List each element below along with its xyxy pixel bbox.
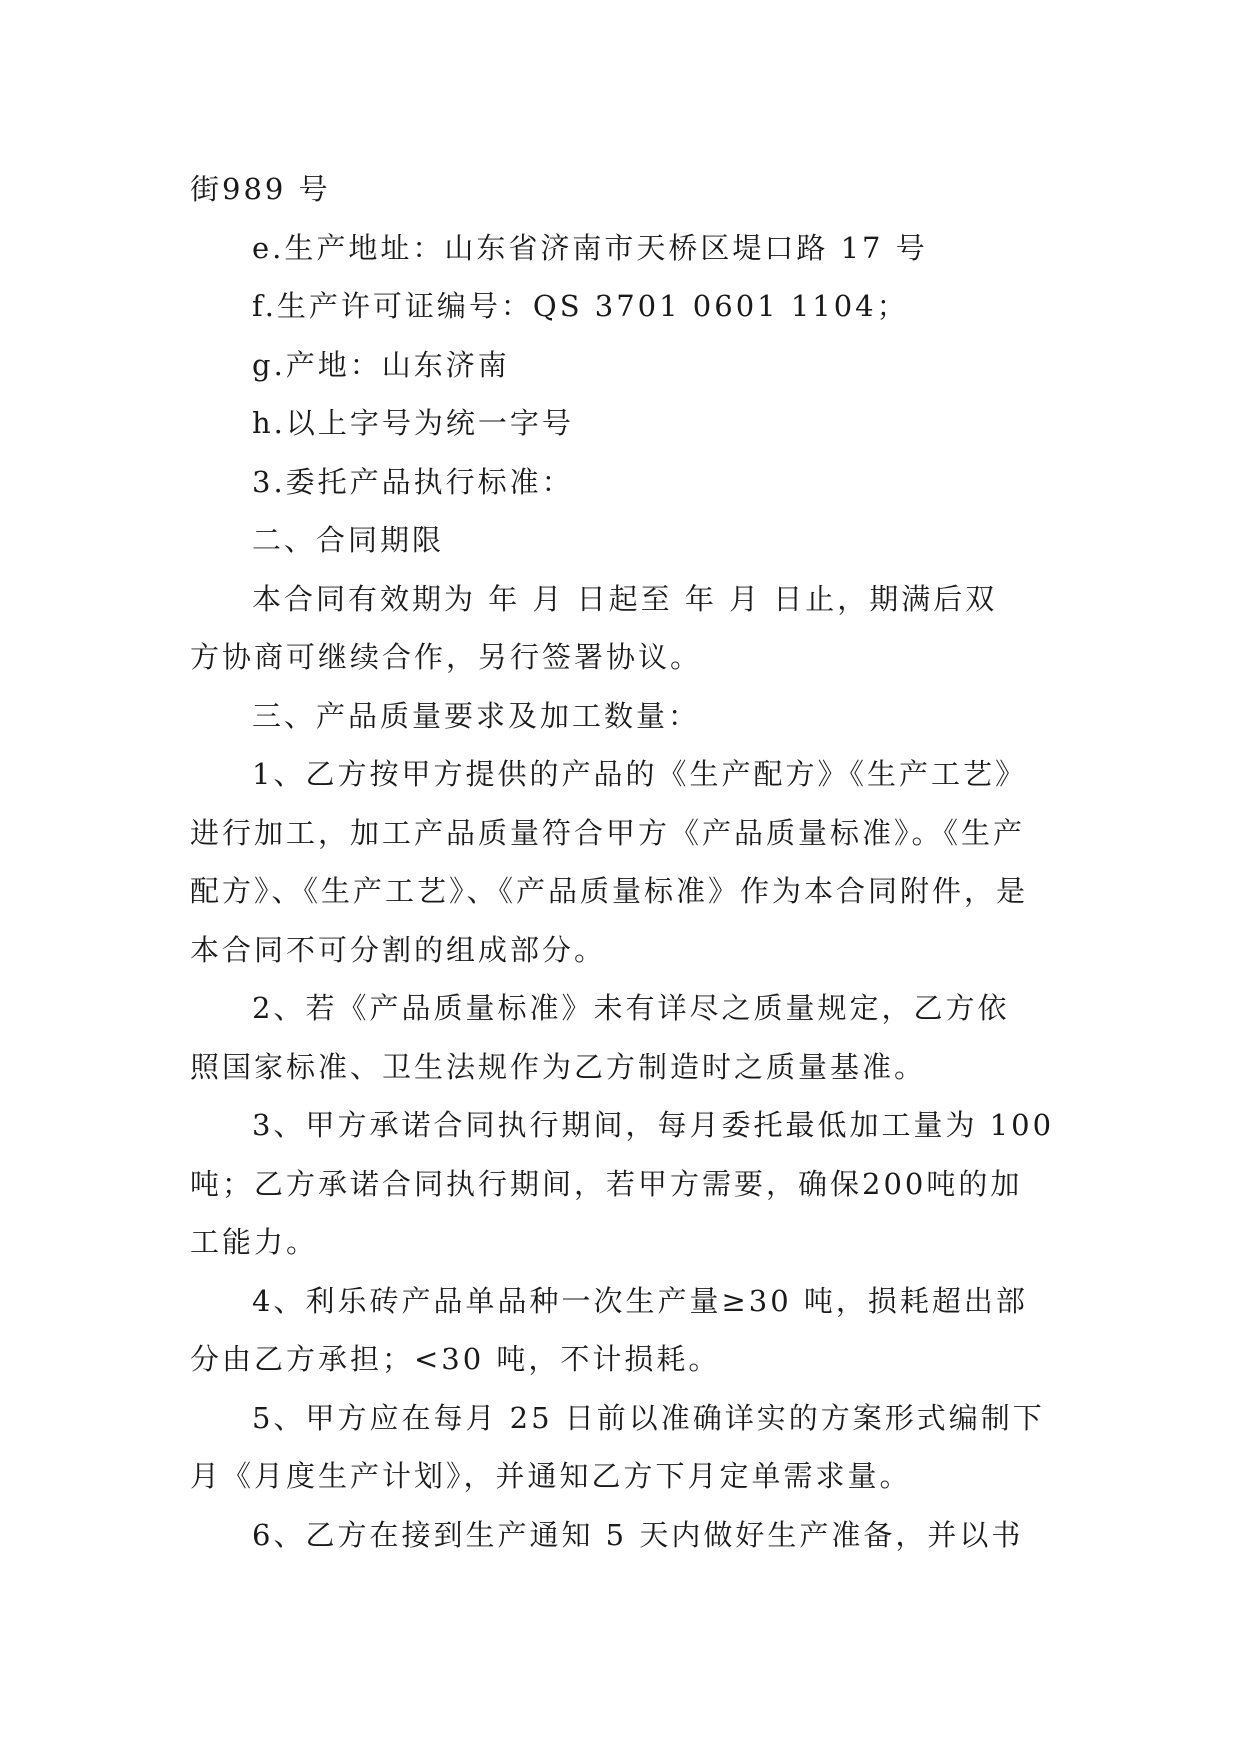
text-line: 街989 号: [190, 172, 331, 206]
text-line: g.产地：山东济南: [252, 347, 510, 382]
text-line: 分由乙方承担；<30 吨，不计损耗。: [190, 1342, 721, 1376]
text-line: 6、乙方在接到生产通知 5 天内做好生产准备，并以书: [252, 1517, 1024, 1552]
text-line: 3.委托产品执行标准：: [252, 464, 574, 499]
section-heading: 二、合同期限: [252, 523, 445, 557]
text-line: 配方》、《生产工艺》、《产品质量标准》作为本合同附件，是: [190, 874, 1029, 908]
section-heading: 三、产品质量要求及加工数量：: [252, 698, 701, 733]
text-line: 吨；乙方承诺合同执行期间，若甲方需要，确保200吨的加: [190, 1166, 1023, 1201]
text-line: 工能力。: [190, 1225, 319, 1259]
text-line: 5、甲方应在每月 25 日前以准确详实的方案形式编制下: [252, 1400, 1045, 1435]
text-line: 1、乙方按甲方提供的产品的《生产配方》《生产工艺》: [252, 757, 1027, 791]
text-line: 本合同不可分割的组成部分。: [190, 932, 607, 967]
text-line: 照国家标准、卫生法规作为乙方制造时之质量基准。: [190, 1049, 927, 1084]
text-line: 月《月度生产计划》，并通知乙方下月定单需求量。: [190, 1459, 912, 1493]
text-line: 2、若《产品质量标准》未有详尽之质量规定，乙方依: [252, 991, 1010, 1025]
text-line: 4、利乐砖产品单品种一次生产量≥30 吨，损耗超出部: [252, 1283, 1028, 1318]
text-line: 进行加工，加工产品质量符合甲方《产品质量标准》。《生产: [190, 815, 1026, 850]
text-line: 方协商可继续合作，另行签署协议。: [190, 640, 703, 674]
text-line: e.生产地址：山东省济南市天桥区堤口路 17 号: [252, 230, 928, 265]
text-line: 本合同有效期为 年 月 日起至 年 月 日止，期满后双: [252, 581, 998, 616]
text-line: f.生产许可证编号：QS 3701 0601 1104；: [252, 289, 909, 323]
text-line: h.以上字号为统一字号: [252, 406, 574, 440]
text-line: 3、甲方承诺合同执行期间，每月委托最低加工量为 100: [252, 1108, 1055, 1142]
document-body: [190, 160, 1060, 1564]
